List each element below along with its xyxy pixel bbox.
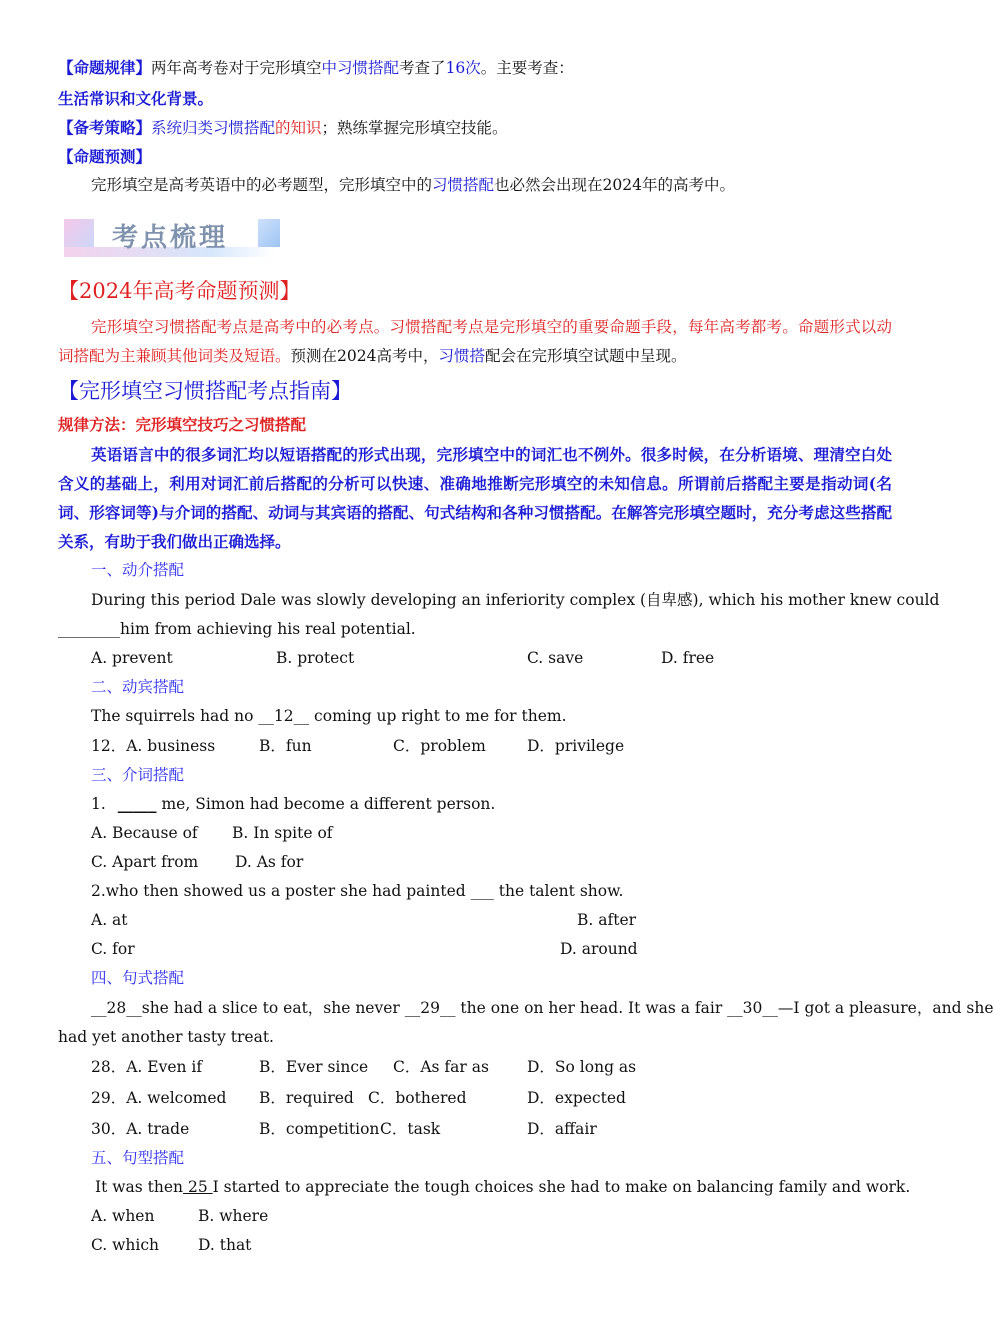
- q28-option-b: B．Ever since: [259, 1058, 369, 1076]
- s5-option-d: D. that: [198, 1236, 252, 1254]
- s5-blank: 25: [183, 1178, 213, 1196]
- rule-text-a: 两年高考卷对于完形填空: [151, 59, 322, 77]
- method-title: 规律方法：完形填空技巧之习惯搭配: [58, 415, 307, 434]
- forecast-label: 【命题预测】: [58, 147, 152, 166]
- s2-question-a: The squirrels had no: [91, 707, 259, 725]
- s4-blank-29: __29__: [404, 999, 456, 1017]
- rule-count: 16次: [445, 59, 481, 77]
- s1-option-b: B. protect: [276, 649, 355, 667]
- q29-option-c: C．bothered: [368, 1089, 467, 1107]
- s5-option-c: C. which: [91, 1236, 160, 1254]
- section-2-title: 二、动宾搭配: [91, 678, 185, 696]
- s4-blank-30: __30__: [727, 999, 778, 1017]
- s5-question: [95, 1175, 910, 1199]
- s1-blank: ________: [58, 620, 120, 638]
- s3-q1-option-b: B. In spite of: [232, 824, 333, 842]
- rule-label: 【命题规律】: [58, 58, 152, 77]
- forecast-text-b: 习惯搭配: [432, 176, 495, 194]
- banner-title: 考点梳理: [112, 223, 229, 253]
- s4-text-1: she had a slice to eat，she never: [141, 999, 405, 1017]
- rule-text-c: 考查了: [399, 59, 446, 77]
- q28-option-a: 28．A. Even if: [91, 1058, 203, 1076]
- prediction-paragraph: [58, 313, 892, 371]
- s4-text-2: the one on her head. It was a fair: [455, 999, 728, 1017]
- s5-option-b: B. where: [198, 1207, 269, 1225]
- section-3-title: 三、介词搭配: [91, 766, 185, 784]
- s4-passage-line2: had yet another tasty treat.: [58, 1028, 274, 1046]
- s3-q2-option-a: A. at: [91, 911, 128, 929]
- s3-q2-option-b: B. after: [577, 911, 637, 929]
- guide-heading: 【完形填空习惯搭配考点指南】: [58, 379, 352, 403]
- s5-question-a: It was then: [95, 1178, 184, 1196]
- prediction-text-red: 完形填空习惯搭配考点是高考中的必考点。习惯搭配考点是完形填空的重要命题手段，每年高考都考。命题形式以动词搭配为主兼顾其他词类及短语。: [58, 318, 892, 365]
- rule-text-e: 。主要考查：: [480, 59, 574, 77]
- section-4-title: 四、句式搭配: [91, 969, 185, 987]
- q28-option-c: C．As far as: [393, 1058, 489, 1076]
- prediction-text-blue: 习惯搭: [438, 347, 485, 365]
- s2-blank: __12__: [258, 707, 310, 725]
- s1-option-a: A. prevent: [91, 649, 173, 667]
- prediction-text-end: 配会在完形填空试题中呈现。: [484, 347, 687, 365]
- s5-question-b: I started to appreciate the tough choices she had to make on balancing family and work.: [212, 1178, 911, 1196]
- q30-option-d: D．affair: [527, 1120, 597, 1138]
- s1-question-text: him from achieving his real potential.: [120, 620, 416, 638]
- s2-option-d: D．privilege: [527, 737, 625, 755]
- s1-question-line1: During this period Dale was slowly developing an inferiority complex (自卑感), which his mother knew could: [91, 591, 940, 609]
- s3-q1-option-d: D. As for: [235, 853, 304, 871]
- s3-q1-option-a: A. Because of: [91, 824, 198, 842]
- rule-line: [58, 56, 574, 80]
- s2-question-b: coming up right to me for them.: [309, 707, 567, 725]
- prediction-text-black: 预测在2024高考中，: [290, 347, 439, 365]
- s3-q1-option-c: C. Apart from: [91, 853, 199, 871]
- prediction-heading: 【2024年高考命题预测】: [58, 279, 301, 303]
- s3-q2-option-c: C. for: [91, 940, 135, 958]
- banner-right-square: [258, 219, 280, 247]
- strategy-text-a: 系统归类习惯搭配: [151, 119, 276, 137]
- s4-passage-line1: [91, 996, 994, 1020]
- s2-option-b: B．fun: [259, 737, 312, 755]
- s1-question-line2: [58, 617, 416, 641]
- q28-option-d: D．So long as: [527, 1058, 637, 1076]
- s4-blank-28: __28__: [91, 999, 142, 1017]
- forecast-text-c: 也必然会出现在2024年的高考中。: [494, 176, 735, 194]
- section-1-title: 一、动介搭配: [91, 561, 185, 579]
- s1-option-d: D. free: [661, 649, 715, 667]
- strategy-label: 【备考策略】: [58, 118, 152, 137]
- s3-q1: [91, 792, 495, 816]
- q30-option-a: 30．A. trade: [91, 1120, 190, 1138]
- section-5-title: 五、句型搭配: [91, 1149, 185, 1167]
- s3-q2: 2.who then showed us a poster she had painted ___ the talent show.: [91, 882, 624, 900]
- q29-option-d: D．expected: [527, 1089, 626, 1107]
- s2-question: [91, 704, 567, 728]
- s4-text-3: —I got a pleasure，and she: [777, 999, 994, 1017]
- s1-option-c: C. save: [527, 649, 584, 667]
- q30-option-c: C．task: [380, 1120, 441, 1138]
- s3-q1-text: me, Simon had become a different person.: [156, 795, 496, 813]
- s5-option-a: A. when: [91, 1207, 155, 1225]
- s3-q1-blank: _____: [117, 794, 157, 813]
- q29-option-b: B．required: [259, 1089, 354, 1107]
- section-banner: [64, 215, 280, 259]
- s2-option-a: 12．A. business: [91, 737, 216, 755]
- q30-option-b: B．competition: [259, 1120, 380, 1138]
- s3-q1-number: 1.: [91, 795, 106, 813]
- background-line: 生活常识和文化背景。: [58, 89, 214, 108]
- forecast-line: [91, 173, 735, 197]
- strategy-text-c: ；熟练掌握完形填空技能。: [321, 119, 508, 137]
- s2-option-c: C．problem: [393, 737, 486, 755]
- strategy-text-b: 的知识: [275, 119, 322, 137]
- q29-option-a: 29．A. welcomed: [91, 1089, 227, 1107]
- forecast-text-a: 完形填空是高考英语中的必考题型，完形填空中的: [91, 176, 433, 194]
- strategy-line: [58, 116, 508, 140]
- guide-paragraph: 英语语言中的很多词汇均以短语搭配的形式出现，完形填空中的词汇也不例外。很多时候，在分析语境、理清空白处含义的基础上，利用对词汇前后搭配的分析可以快速、准确地推断完形填空的未知信息。所谓前后搭配主要是指动词(名词、形容词等)与介词的搭配、动词与其宾语的搭配、句式结构和各种习惯搭配。在解答完形填空题时，充分考虑这些搭配关系，有助于我们做出正确选择。: [58, 445, 892, 551]
- s3-q2-option-d: D. around: [560, 940, 638, 958]
- rule-text-b: 中习惯搭配: [321, 59, 400, 77]
